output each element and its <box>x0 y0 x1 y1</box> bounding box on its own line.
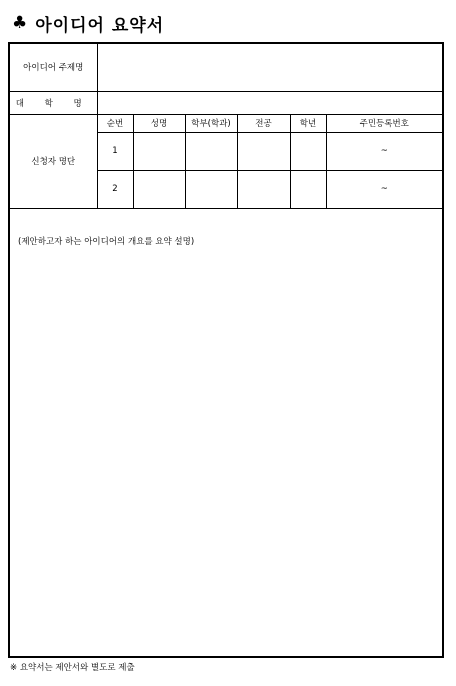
dept-cell[interactable] <box>185 132 237 170</box>
university-field[interactable] <box>97 91 442 114</box>
row-number: 1 <box>97 132 133 170</box>
club-icon: ♣ <box>12 12 28 33</box>
major-cell[interactable] <box>237 170 290 208</box>
form-frame <box>8 42 444 658</box>
dept-cell[interactable] <box>185 170 237 208</box>
title-text: 아이디어 요약서 <box>35 15 165 36</box>
footnote: ※ 요약서는 제안서와 별도로 제출 <box>10 663 135 673</box>
name-cell[interactable] <box>133 170 185 208</box>
column-header-no: 순번 <box>97 114 133 132</box>
rrn-cell[interactable]: ~ <box>326 170 442 208</box>
major-cell[interactable] <box>237 132 290 170</box>
row-number: 2 <box>97 170 133 208</box>
summary-guide-text: (제안하고자 하는 아이디어의 개요를 요약 설명) <box>18 237 195 247</box>
idea-title-field[interactable] <box>97 44 442 91</box>
document-title <box>12 12 164 34</box>
university-label: 대 학 명 <box>10 91 97 114</box>
column-header-name: 성명 <box>133 114 185 132</box>
year-cell[interactable] <box>290 132 326 170</box>
summary-field[interactable] <box>10 208 442 656</box>
year-cell[interactable] <box>290 170 326 208</box>
application-table <box>10 44 442 209</box>
name-cell[interactable] <box>133 132 185 170</box>
column-header-major: 전공 <box>237 114 290 132</box>
applicant-list-label: 신청자 명단 <box>10 114 97 208</box>
rrn-cell[interactable]: ~ <box>326 132 442 170</box>
column-header-year: 학년 <box>290 114 326 132</box>
column-header-rrn: 주민등록번호 <box>326 114 442 132</box>
idea-title-label: 아이디어 주제명 <box>10 44 97 91</box>
column-header-dept: 학부(학과) <box>185 114 237 132</box>
